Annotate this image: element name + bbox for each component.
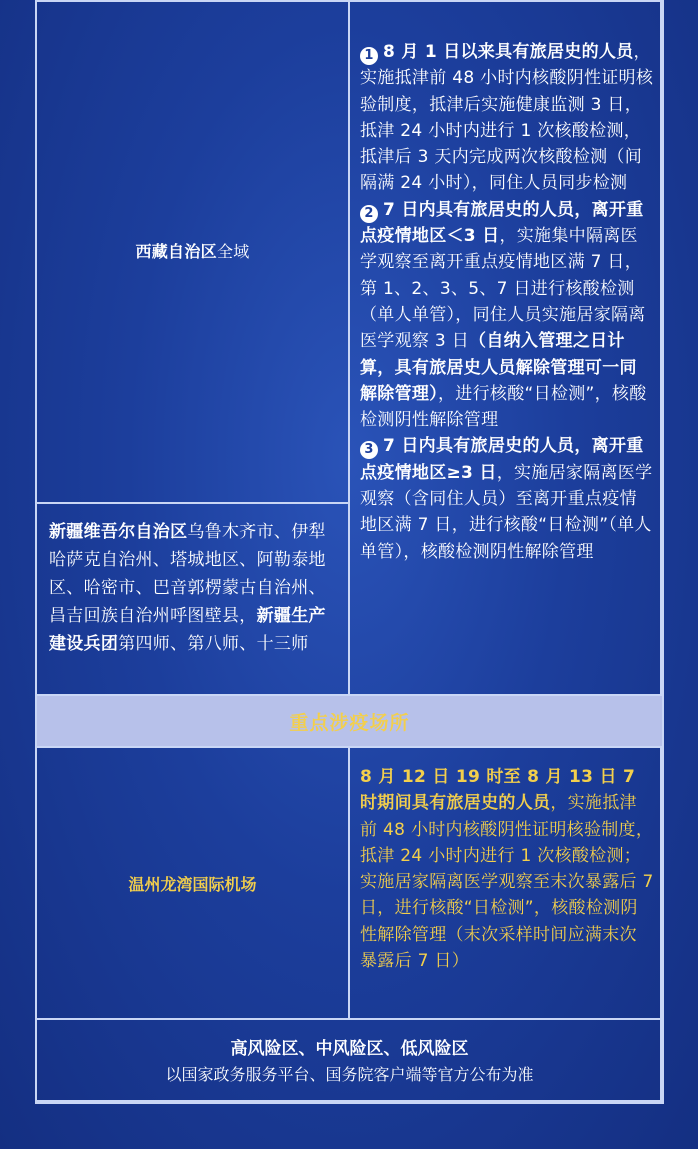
measures-cell [348, 0, 664, 696]
airport-measure-cell [348, 746, 664, 1020]
number-1-icon: 1 [360, 47, 378, 65]
region-cell-xinjiang [35, 502, 350, 696]
measure-3: 3 7 日内具有旅居史的人员，离开重点疫情地区≥3 日，实施居家隔离医学观察（含同住人员）至离开重点疫情地区满 7 日，进行核酸“日检测”（单人单管），核酸检测阴性解除管理 [360, 436, 653, 562]
region-name-xinjiang: 新疆维吾尔自治区乌鲁木齐市、伊犁哈萨克自治州、塔城地区、阿勒泰地区、哈密市、巴音郭楞蒙古自治州、昌吉回族自治州呼图壁县，新疆生产建设兵团第四师、第八师、十三师 [49, 522, 326, 654]
number-3-icon: 3 [360, 441, 378, 459]
region-cell-tibet [35, 0, 350, 504]
region-name-tibet: 西藏自治区全域 [135, 241, 250, 261]
airport-cell [35, 746, 350, 1020]
footer-cell [35, 1018, 664, 1104]
airport-measure: 8 月 12 日 19 时至 8 月 13 日 7 时期间具有旅居史的人员，实施抵津前 48 小时内核酸阴性证明核验制度，抵津 24 小时内进行 1 次核酸检测；实施居家隔离医学观察至末次暴露后 7 日，进行核酸“日检测”，核酸检测阴性解除管理（末次采样时间应满末次暴露后 7 日） [360, 767, 654, 972]
official-source-note: 以国家政务服务平台、国务院客户端等官方公布为准 [165, 1065, 534, 1084]
section-header [35, 694, 664, 748]
measure-1: 1 8 月 1 日以来具有旅居史的人员，实施抵津前 48 小时内核酸阴性证明核验制度，抵津后实施健康监测 3 日，抵津 24 小时内进行 1 次核酸检测，抵津后 3 天内完成两次核酸检测（间隔满 24 小时），同住人员同步检测 [360, 42, 654, 194]
measure-2: 2 7 日内具有旅居史的人员，离开重点疫情地区＜3 日，实施集中隔离医学观察至离开重点疫情地区满 7 日，第 1、2、3、5、7 日进行核酸检测（单人单管），同住人员实施居家隔离医学观察 3 日（自纳入管理之日计算，具有旅居史人员解除管理可一同解除管理），进行核酸“日检测”，核酸检测阴性解除管理 [360, 199, 647, 431]
number-2-icon: 2 [360, 205, 378, 223]
policy-table [35, 0, 662, 1102]
risk-levels: 高风险区、中风险区、低风险区 [230, 1039, 469, 1059]
section-title: 重点涉疫场所 [289, 711, 410, 734]
airport-name: 温州龙湾国际机场 [128, 874, 257, 894]
